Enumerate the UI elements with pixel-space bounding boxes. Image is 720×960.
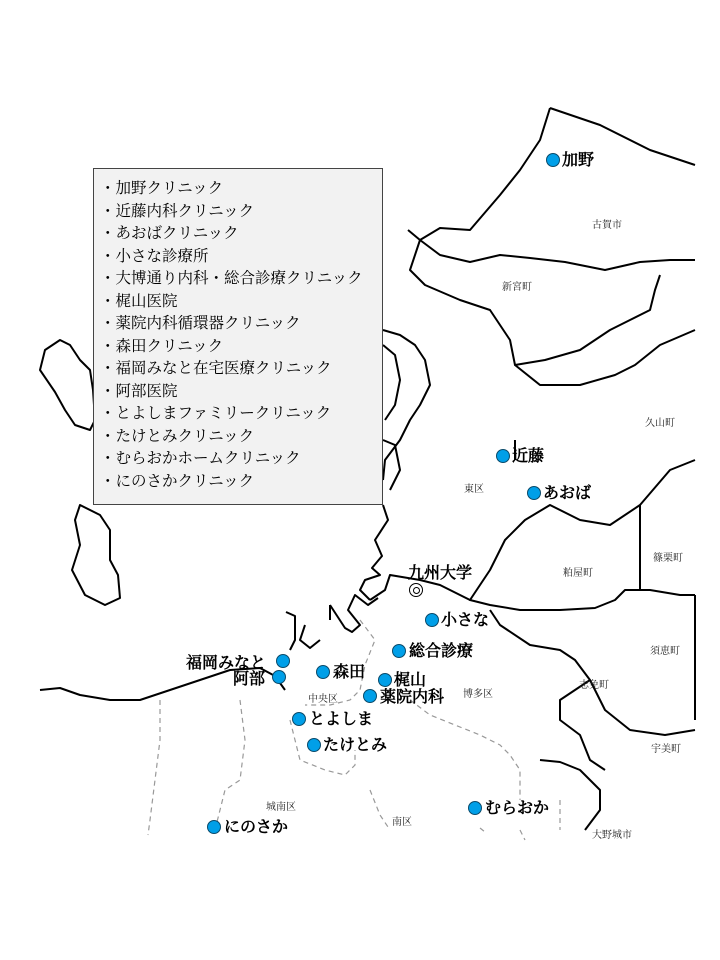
area-label-sasaguri: 篠栗町 — [653, 553, 683, 564]
legend-item: ・ 森田クリニック — [102, 335, 382, 358]
clinic-label-ninosaka: にのさか — [224, 817, 289, 836]
clinic-label-muraoka: むらおか — [485, 798, 550, 817]
legend-item: ・ 阿部医院 — [102, 380, 382, 403]
clinic-marker-toyoshima[interactable] — [292, 712, 306, 726]
university-icon — [409, 583, 423, 597]
clinic-label-kondo: 近藤 — [512, 446, 545, 465]
clinic-label-yakuin: 薬院内科 — [380, 687, 445, 706]
area-label-shime: 志免町 — [579, 680, 609, 691]
legend-item: ・ むらおかホームクリニック — [102, 447, 382, 470]
clinic-marker-abe[interactable] — [272, 670, 286, 684]
legend-item: ・ 加野クリニック — [102, 177, 382, 200]
clinic-label-kajiyama: 梶山 — [394, 670, 427, 689]
area-label-jonan: 城南区 — [266, 802, 296, 813]
legend-item: ・ 薬院内科循環器クリニック — [102, 312, 382, 335]
clinic-label-taketomi: たけとみ — [323, 735, 388, 754]
clinic-marker-kajiyama[interactable] — [378, 673, 392, 687]
clinic-marker-taketomi[interactable] — [307, 738, 321, 752]
clinic-label-aoba: あおば — [543, 483, 592, 502]
area-label-higashi: 東区 — [464, 484, 484, 495]
legend-item: ・ 福岡みなと在宅医療クリニック — [102, 357, 382, 380]
clinic-label-kano: 加野 — [562, 150, 595, 169]
clinic-label-morita: 森田 — [333, 662, 366, 681]
clinic-marker-kondo[interactable] — [496, 449, 510, 463]
legend-item: ・ 大博通り内科・総合診療クリニック — [102, 267, 382, 290]
clinic-marker-muraoka[interactable] — [468, 801, 482, 815]
clinic-legend — [93, 168, 383, 505]
clinic-marker-minato[interactable] — [276, 654, 290, 668]
legend-item: ・ 近藤内科クリニック — [102, 200, 382, 223]
area-label-chuo: 中央区 — [308, 694, 338, 705]
area-label-minami: 南区 — [392, 817, 412, 828]
clinic-label-abe: 阿部 — [233, 669, 266, 688]
legend-item: ・ とよしまファミリークリニック — [102, 402, 382, 425]
area-label-sue: 須恵町 — [650, 646, 680, 657]
clinic-label-toyoshima: とよしま — [309, 709, 374, 728]
area-label-onojo: 大野城市 — [592, 830, 632, 841]
university-label: 九州大学 — [408, 563, 473, 582]
legend-item: ・ にのさかクリニック — [102, 470, 382, 493]
clinic-marker-sogo[interactable] — [392, 644, 406, 658]
clinic-marker-morita[interactable] — [316, 665, 330, 679]
area-label-kasuya: 粕屋町 — [563, 568, 593, 579]
clinic-marker-ninosaka[interactable] — [207, 820, 221, 834]
area-label-umi: 宇美町 — [651, 744, 681, 755]
area-label-hakata: 博多区 — [463, 689, 493, 700]
clinic-marker-yakuin[interactable] — [363, 689, 377, 703]
clinic-marker-kano[interactable] — [546, 153, 560, 167]
area-label-koga: 古賀市 — [592, 220, 622, 231]
legend-item: ・ 梶山医院 — [102, 290, 382, 313]
area-label-hisayama: 久山町 — [645, 418, 675, 429]
clinic-label-sogo: 総合診療 — [409, 641, 474, 660]
clinic-marker-chiisana[interactable] — [425, 613, 439, 627]
clinic-label-minato: 福岡みなと — [186, 653, 267, 672]
legend-item: ・ たけとみクリニック — [102, 425, 382, 448]
legend-item: ・ あおばクリニック — [102, 222, 382, 245]
area-label-shingu: 新宮町 — [502, 282, 532, 293]
clinic-label-chiisana: 小さな — [441, 610, 490, 629]
clinic-marker-aoba[interactable] — [527, 486, 541, 500]
legend-item: ・ 小さな診療所 — [102, 245, 382, 268]
